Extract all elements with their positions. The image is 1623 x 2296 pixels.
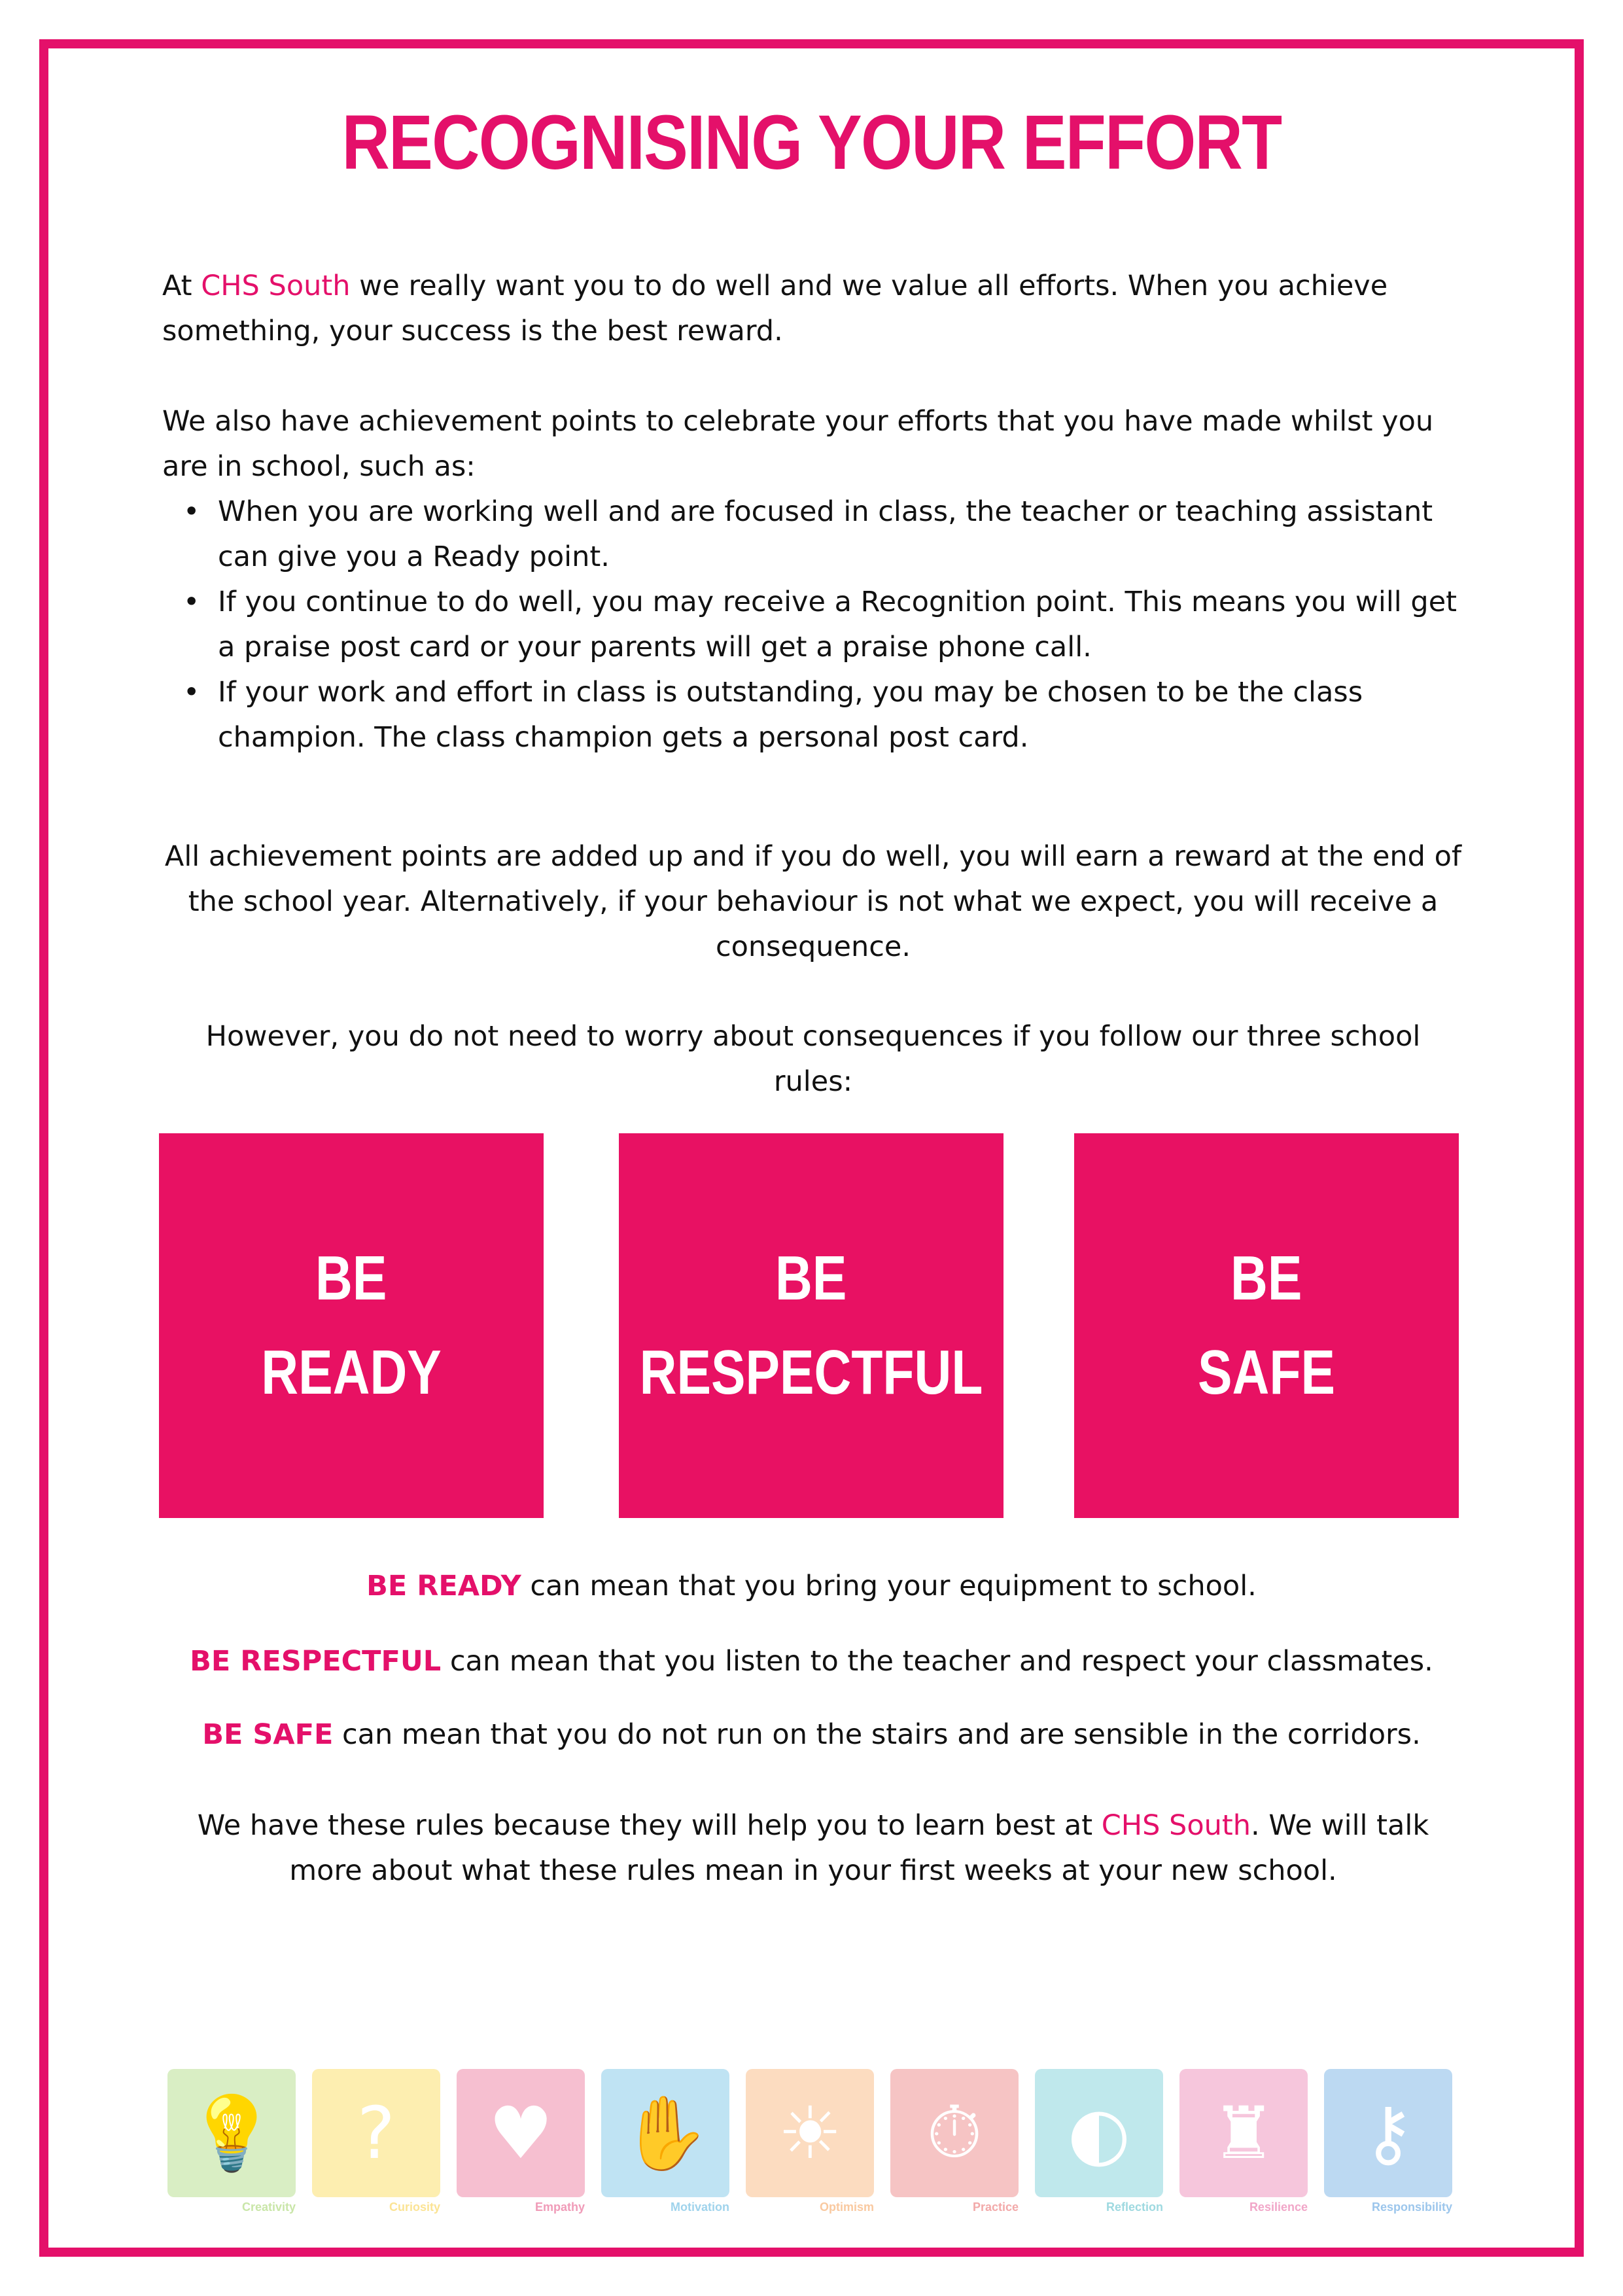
rule-text: can mean that you bring your equipment to school. (521, 1570, 1257, 1602)
value-label: Motivation (671, 2200, 729, 2214)
rule-box-line-1: BE (775, 1243, 847, 1313)
hand-stars-icon: ✋ (601, 2069, 729, 2197)
school-name-highlight: CHS South (1101, 1809, 1251, 1842)
mirror-faces-icon: ◐ (1035, 2069, 1163, 2197)
bullet-icon: • (183, 676, 200, 709)
rule-text: can mean that you listen to the teacher and respect your classmates. (441, 1645, 1433, 1678)
list-item-text: When you are working well and are focused in class, the teacher or teaching assistant can give you a Ready point. (218, 495, 1433, 573)
rule-box-line-1: BE (315, 1243, 387, 1313)
value-label: Responsibility (1371, 2200, 1452, 2214)
rule-description-ready (131, 1564, 1492, 1609)
rule-box-line-2: RESPECTFUL (639, 1337, 983, 1407)
closing-text-start: We have these rules because they will help you to learn best at (197, 1809, 1102, 1842)
question-mark-icon: ? (312, 2069, 440, 2197)
bullet-icon: • (183, 495, 200, 528)
stopwatch-icon: ⏱ (890, 2069, 1019, 2197)
castle-icon: ♜ (1179, 2069, 1308, 2197)
intro-paragraph-2: We also have achievement points to celebrate your efforts that you have made whilst you are in school, such as: (162, 405, 1434, 483)
value-label: Practice (972, 2200, 1019, 2214)
heart-hands-icon: ♥ (457, 2069, 585, 2197)
value-label: Empathy (534, 2200, 585, 2214)
achievement-paragraph: All achievement points are added up and if you do well, you will earn a reward at the end of the school year. Alternatively, if your behaviour is not what we expect, you will receive a consequence. (164, 840, 1462, 963)
rule-box-line-1: BE (1230, 1243, 1302, 1313)
value-label: Creativity (241, 2200, 296, 2214)
closing-text-end: . We will talk more about what these rules mean in your first weeks at your new school. (289, 1809, 1429, 1887)
school-name-highlight: CHS South (201, 270, 351, 302)
rule-text: can mean that you do not run on the stairs and are sensible in the corridors. (333, 1718, 1421, 1751)
list-item-text: If your work and effort in class is outstanding, you may be chosen to be the class champion. The class champion gets a personal post card. (218, 676, 1363, 754)
rule-key: BE READY (366, 1570, 521, 1602)
rule-key: BE SAFE (202, 1718, 334, 1751)
rules-intro: However, you do not need to worry about consequences if you follow our three school rules: (205, 1020, 1421, 1098)
list-item-text: If you continue to do well, you may receive a Recognition point. This means you will get a praise post card or your parents will get a praise phone call. (218, 586, 1457, 663)
closing-paragraph (162, 1803, 1464, 1894)
page-title: RECOGNISING YOUR EFFORT (341, 99, 1282, 186)
intro-text-start: At (162, 270, 201, 302)
bullet-icon: • (183, 586, 200, 618)
value-label: Curiosity (389, 2200, 440, 2214)
rule-box-ready (159, 1133, 544, 1518)
value-label: Optimism (819, 2200, 874, 2214)
intro-paragraph-1 (162, 264, 1464, 354)
value-label: Resilience (1249, 2200, 1308, 2214)
list-item (162, 670, 1471, 760)
values-strip (167, 2069, 1456, 2213)
rule-description-safe (131, 1712, 1492, 1757)
lightbulb-icon: 💡 (167, 2069, 296, 2197)
rule-description-respectful (131, 1639, 1492, 1684)
rule-key: BE RESPECTFUL (190, 1645, 442, 1678)
rule-box-safe (1074, 1133, 1459, 1518)
sun-icon: ☀ (746, 2069, 874, 2197)
intro-text-end: we really want you to do well and we value all efforts. When you achieve something, your success is the best reward. (162, 270, 1388, 347)
list-item (162, 580, 1471, 670)
rule-box-line-2: SAFE (1198, 1337, 1335, 1407)
list-item (162, 489, 1471, 580)
achievement-points-list (162, 489, 1471, 760)
rule-box-respectful (619, 1133, 1003, 1518)
rule-box-line-2: READY (261, 1337, 442, 1407)
value-label: Reflection (1106, 2200, 1163, 2214)
key-icon: ⚷ (1324, 2069, 1452, 2197)
